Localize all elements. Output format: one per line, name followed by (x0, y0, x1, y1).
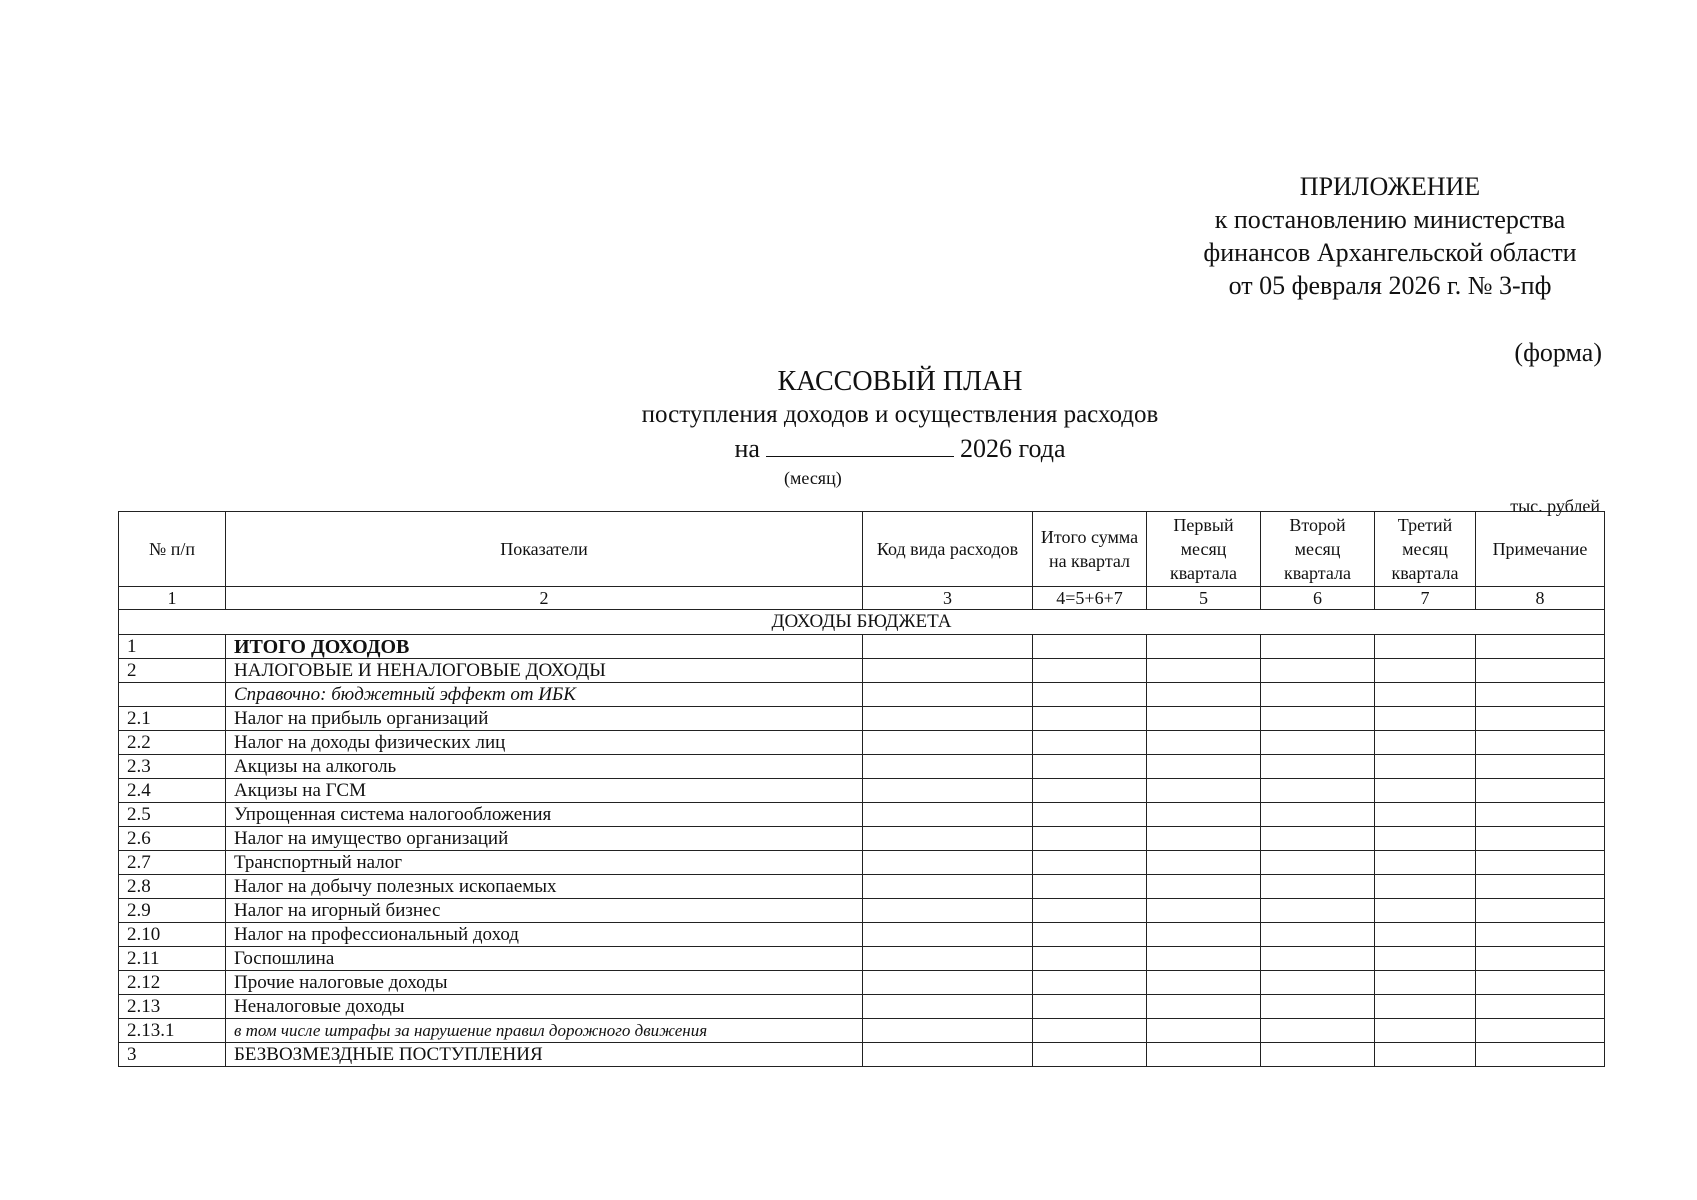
cell-quarter-total[interactable] (1033, 851, 1147, 875)
cell-code[interactable] (863, 851, 1033, 875)
cell-note[interactable] (1476, 899, 1605, 923)
cell-month-3[interactable] (1375, 731, 1476, 755)
cell-quarter-total[interactable] (1033, 827, 1147, 851)
section-title: ДОХОДЫ БЮДЖЕТА (119, 610, 1605, 635)
row-indicator: Справочно: бюджетный эффект от ИБК (226, 683, 863, 707)
cell-month-2[interactable] (1261, 707, 1375, 731)
col-header-first-month: Первый месяц квартала (1147, 512, 1261, 587)
cell-note[interactable] (1476, 707, 1605, 731)
row-indicator: Транспортный налог (226, 851, 863, 875)
row-number: 2.1 (119, 707, 226, 731)
cell-code[interactable] (863, 947, 1033, 971)
cell-note[interactable] (1476, 659, 1605, 683)
cell-month-2[interactable] (1261, 683, 1375, 707)
row-number: 2.11 (119, 947, 226, 971)
cell-code[interactable] (863, 779, 1033, 803)
cash-plan-table (118, 511, 1605, 1067)
appendix-line-3: от 05 февраля 2026 г. № 3-пф (1228, 271, 1552, 300)
table-row (119, 755, 1605, 779)
cell-month-3[interactable] (1375, 923, 1476, 947)
col-header-indicators: Показатели (226, 512, 863, 587)
row-indicator: Налог на добычу полезных ископаемых (226, 875, 863, 899)
cell-month-1[interactable] (1147, 659, 1261, 683)
cell-month-3[interactable] (1375, 875, 1476, 899)
column-number-row (119, 587, 1605, 610)
cell-month-1[interactable] (1147, 803, 1261, 827)
month-hint: (месяц) (784, 468, 842, 488)
period-line (520, 432, 1280, 464)
cell-quarter-total[interactable] (1033, 875, 1147, 899)
cell-code[interactable] (863, 923, 1033, 947)
row-indicator: Госпошлина (226, 947, 863, 971)
row-number: 2.7 (119, 851, 226, 875)
cell-month-2[interactable] (1261, 995, 1375, 1019)
cell-month-2[interactable] (1261, 875, 1375, 899)
row-number: 2.13.1 (119, 1019, 226, 1043)
document-subtitle: поступления доходов и осуществления расходов (641, 401, 1159, 428)
col-header-third-month: Третий месяц квартала (1375, 512, 1476, 587)
table-row (119, 947, 1605, 971)
month-blank-field[interactable] (766, 432, 954, 457)
cell-code[interactable] (863, 1043, 1033, 1067)
table-row (119, 851, 1605, 875)
table-row (119, 683, 1605, 707)
cell-month-1[interactable] (1147, 1043, 1261, 1067)
row-number: 1 (119, 635, 226, 659)
table-row (119, 659, 1605, 683)
cell-month-1[interactable] (1147, 899, 1261, 923)
cell-month-2[interactable] (1261, 731, 1375, 755)
cell-quarter-total[interactable] (1033, 731, 1147, 755)
cell-month-2[interactable] (1261, 827, 1375, 851)
cell-month-1[interactable] (1147, 971, 1261, 995)
row-number: 2.8 (119, 875, 226, 899)
cell-quarter-total[interactable] (1033, 1043, 1147, 1067)
cell-quarter-total[interactable] (1033, 971, 1147, 995)
cell-quarter-total[interactable] (1033, 923, 1147, 947)
row-number: 2.2 (119, 731, 226, 755)
col-header-quarter-total: Итого сумма на квартал (1033, 512, 1147, 587)
cell-month-1[interactable] (1147, 923, 1261, 947)
row-indicator: Налог на доходы физических лиц (226, 731, 863, 755)
appendix-line-2: финансов Архангельской области (1203, 238, 1577, 267)
appendix-title: ПРИЛОЖЕНИЕ (1299, 172, 1481, 201)
cell-month-2[interactable] (1261, 947, 1375, 971)
cell-month-3[interactable] (1375, 971, 1476, 995)
cell-note[interactable] (1476, 851, 1605, 875)
cell-code[interactable] (863, 995, 1033, 1019)
row-number: 2.4 (119, 779, 226, 803)
cell-code[interactable] (863, 1019, 1033, 1043)
col-number: 5 (1147, 587, 1261, 610)
cell-note[interactable] (1476, 1043, 1605, 1067)
cell-note[interactable] (1476, 731, 1605, 755)
row-number: 2.9 (119, 899, 226, 923)
cell-note[interactable] (1476, 779, 1605, 803)
appendix-line-1: к постановлению министерства (1214, 205, 1566, 234)
appendix-block (1160, 170, 1620, 302)
cell-note[interactable] (1476, 1019, 1605, 1043)
row-number: 3 (119, 1043, 226, 1067)
cell-quarter-total[interactable] (1033, 755, 1147, 779)
cell-code[interactable] (863, 899, 1033, 923)
table-row (119, 731, 1605, 755)
cell-quarter-total[interactable] (1033, 707, 1147, 731)
cell-quarter-total[interactable] (1033, 683, 1147, 707)
cell-month-3[interactable] (1375, 707, 1476, 731)
row-number: 2.12 (119, 971, 226, 995)
period-suffix: 2026 года (959, 434, 1066, 463)
cell-note[interactable] (1476, 995, 1605, 1019)
row-number: 2 (119, 659, 226, 683)
cell-code[interactable] (863, 875, 1033, 899)
cell-month-3[interactable] (1375, 827, 1476, 851)
table-row (119, 827, 1605, 851)
col-number: 1 (119, 587, 226, 610)
cell-quarter-total[interactable] (1033, 1019, 1147, 1043)
table-row (119, 635, 1605, 659)
cell-month-3[interactable] (1375, 1019, 1476, 1043)
cell-month-3[interactable] (1375, 1043, 1476, 1067)
cell-quarter-total[interactable] (1033, 899, 1147, 923)
cell-month-1[interactable] (1147, 755, 1261, 779)
col-number: 8 (1476, 587, 1605, 610)
row-indicator: в том числе штрафы за нарушение правил дорожного движения (226, 1019, 863, 1043)
cell-month-2[interactable] (1261, 659, 1375, 683)
cell-month-3[interactable] (1375, 899, 1476, 923)
cell-month-3[interactable] (1375, 851, 1476, 875)
cell-month-1[interactable] (1147, 947, 1261, 971)
period-prefix: на (734, 434, 760, 463)
cell-quarter-total[interactable] (1033, 947, 1147, 971)
cell-month-3[interactable] (1375, 635, 1476, 659)
col-number: 2 (226, 587, 863, 610)
table-row (119, 803, 1605, 827)
cell-note[interactable] (1476, 635, 1605, 659)
row-indicator: Налог на профессиональный доход (226, 923, 863, 947)
row-indicator: ИТОГО ДОХОДОВ (226, 635, 863, 659)
cell-month-3[interactable] (1375, 803, 1476, 827)
cell-month-1[interactable] (1147, 995, 1261, 1019)
row-indicator: НАЛОГОВЫЕ И НЕНАЛОГОВЫЕ ДОХОДЫ (226, 659, 863, 683)
cell-month-1[interactable] (1147, 827, 1261, 851)
section-row (119, 610, 1605, 635)
row-indicator: Прочие налоговые доходы (226, 971, 863, 995)
row-indicator: Акцизы на алкоголь (226, 755, 863, 779)
table-row (119, 875, 1605, 899)
cell-code[interactable] (863, 803, 1033, 827)
table-row (119, 971, 1605, 995)
cell-month-2[interactable] (1261, 899, 1375, 923)
cell-note[interactable] (1476, 755, 1605, 779)
cell-code[interactable] (863, 635, 1033, 659)
cell-month-2[interactable] (1261, 971, 1375, 995)
cell-note[interactable] (1476, 827, 1605, 851)
row-number (119, 683, 226, 707)
row-indicator: БЕЗВОЗМЕЗДНЫЕ ПОСТУПЛЕНИЯ (226, 1043, 863, 1067)
table-row (119, 899, 1605, 923)
cell-month-2[interactable] (1261, 1019, 1375, 1043)
cell-code[interactable] (863, 731, 1033, 755)
col-number: 3 (863, 587, 1033, 610)
cell-month-2[interactable] (1261, 803, 1375, 827)
cell-month-2[interactable] (1261, 851, 1375, 875)
cell-code[interactable] (863, 707, 1033, 731)
table-row (119, 779, 1605, 803)
cell-month-3[interactable] (1375, 947, 1476, 971)
col-header-number: № п/п (119, 512, 226, 587)
row-number: 2.6 (119, 827, 226, 851)
row-indicator: Налог на имущество организаций (226, 827, 863, 851)
col-number: 4=5+6+7 (1033, 587, 1147, 610)
cell-quarter-total[interactable] (1033, 659, 1147, 683)
units-label: тыс. рублей (1510, 496, 1600, 516)
cell-month-2[interactable] (1261, 779, 1375, 803)
table-row (119, 1019, 1605, 1043)
cell-month-1[interactable] (1147, 851, 1261, 875)
cell-code[interactable] (863, 971, 1033, 995)
cell-month-1[interactable] (1147, 875, 1261, 899)
row-number: 2.13 (119, 995, 226, 1019)
cell-month-1[interactable] (1147, 707, 1261, 731)
cell-note[interactable] (1476, 803, 1605, 827)
row-indicator: Налог на игорный бизнес (226, 899, 863, 923)
table-row (119, 923, 1605, 947)
table-row (119, 995, 1605, 1019)
row-number: 2.5 (119, 803, 226, 827)
cell-note[interactable] (1476, 875, 1605, 899)
row-number: 2.3 (119, 755, 226, 779)
cell-code[interactable] (863, 827, 1033, 851)
cell-quarter-total[interactable] (1033, 779, 1147, 803)
cell-month-3[interactable] (1375, 755, 1476, 779)
cell-note[interactable] (1476, 971, 1605, 995)
cell-code[interactable] (863, 755, 1033, 779)
cell-note[interactable] (1476, 947, 1605, 971)
cell-note[interactable] (1476, 683, 1605, 707)
table-row (119, 707, 1605, 731)
cell-month-2[interactable] (1261, 923, 1375, 947)
row-number: 2.10 (119, 923, 226, 947)
form-label: (форма) (1514, 338, 1602, 367)
row-indicator: Упрощенная система налогообложения (226, 803, 863, 827)
table-row (119, 1043, 1605, 1067)
cell-quarter-total[interactable] (1033, 803, 1147, 827)
row-indicator: Акцизы на ГСМ (226, 779, 863, 803)
cell-month-3[interactable] (1375, 659, 1476, 683)
cell-month-1[interactable] (1147, 1019, 1261, 1043)
cell-month-2[interactable] (1261, 1043, 1375, 1067)
cell-code[interactable] (863, 659, 1033, 683)
col-number: 6 (1261, 587, 1375, 610)
cell-month-1[interactable] (1147, 779, 1261, 803)
cell-quarter-total[interactable] (1033, 635, 1147, 659)
cell-month-2[interactable] (1261, 755, 1375, 779)
cell-month-2[interactable] (1261, 635, 1375, 659)
col-header-expense-code: Код вида расходов (863, 512, 1033, 587)
cell-month-1[interactable] (1147, 683, 1261, 707)
row-indicator: Неналоговые доходы (226, 995, 863, 1019)
cell-month-1[interactable] (1147, 731, 1261, 755)
cell-note[interactable] (1476, 923, 1605, 947)
document-title: КАССОВЫЙ ПЛАН (777, 366, 1023, 397)
cell-month-1[interactable] (1147, 635, 1261, 659)
header-row (119, 512, 1605, 587)
cell-month-3[interactable] (1375, 995, 1476, 1019)
col-number: 7 (1375, 587, 1476, 610)
cell-month-3[interactable] (1375, 779, 1476, 803)
col-header-second-month: Второй месяц квартала (1261, 512, 1375, 587)
cell-quarter-total[interactable] (1033, 995, 1147, 1019)
col-header-note: Примечание (1476, 512, 1605, 587)
row-indicator: Налог на прибыль организаций (226, 707, 863, 731)
cell-code[interactable] (863, 683, 1033, 707)
cell-month-3[interactable] (1375, 683, 1476, 707)
